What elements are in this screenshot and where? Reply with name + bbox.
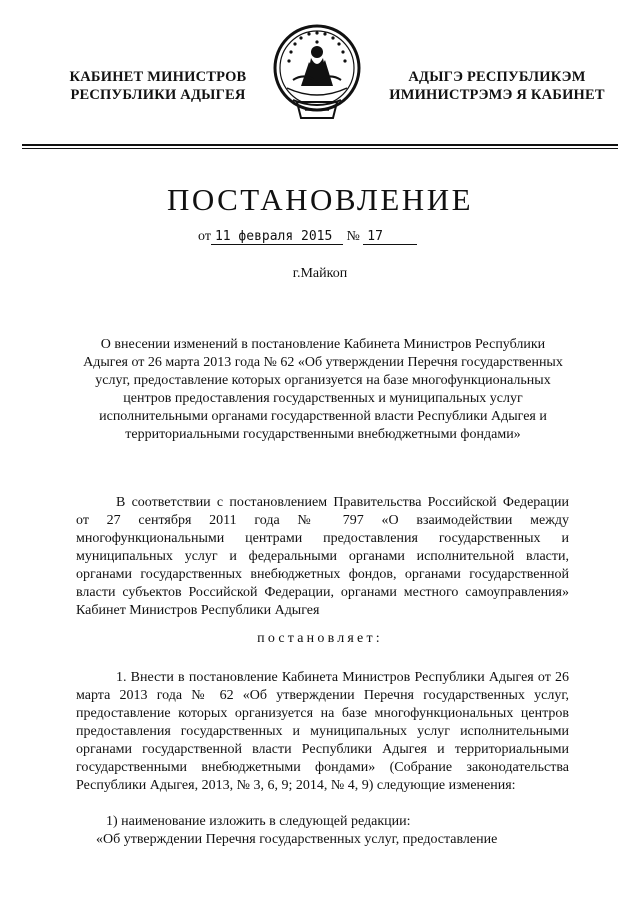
- header-divider-thick: [22, 144, 618, 146]
- header-left-line1: КАБИНЕТ МИНИСТРОВ: [69, 69, 247, 85]
- header-left: [58, 68, 258, 104]
- document-date: 11 февраля 2015: [211, 229, 343, 245]
- preamble-paragraph: В соответствии с постановлением Правительства Российской Федерации от 27 сентября 2011 года № 797 «О взаимодействии между многофункциональными центрами предоставления государственных и муниципальных услуг и федеральными органами исполнительной власти, органами государственных внебюджетных фондов, органами государственной власти субъектов Российской Федерации, органами местного самоуправления» Кабинет Министров Республики Адыгея: [76, 495, 569, 618]
- header-left-line2: РЕСПУБЛИКИ АДЫГЕЯ: [70, 87, 246, 103]
- city: г.Майкоп: [292, 266, 348, 281]
- resolves-heading: постановляет:: [257, 631, 383, 646]
- document-number: 17: [363, 229, 417, 245]
- document-subject: О внесении изменений в постановление Кабинета Министров Республики Адыгея от 26 марта 2013 года № 62 «Об утверждении Перечня государственных услуг, предоставление которых организуется на базе многофункциональных центров предоставления государственных и муниципальных услуг исполнительными органами государственной власти Республики Адыгея и территориальными государственными внебюджетными фондами»: [83, 337, 563, 442]
- number-prefix: №: [346, 229, 360, 244]
- quote-start: «Об утверждении Перечня государственных услуг, предоставление: [96, 832, 498, 847]
- subpoint-1: 1) наименование изложить в следующей редакции:: [106, 814, 411, 829]
- date-number-line: [198, 229, 417, 245]
- point-1-paragraph: 1. Внести в постановление Кабинета Министров Республики Адыгея от 26 марта 2013 года № 62 «Об утверждении Перечня государственных услуг, предоставление которых организуется на базе многофункциональных центров предоставления государственных и муниципальных услуг исполнительными органами государственной власти Республики Адыгея и территориальными государственными внебюджетными фондами» (Собрание законодательства Республики Адыгея, 2013, № 3, 6, 9; 2014, № 4, 9) следующие изменения:: [76, 670, 569, 793]
- header-right-line1: АДЫГЭ РЕСПУБЛИКЭМ: [408, 69, 586, 85]
- republic-of-adygea-coat-of-arms-icon: [271, 22, 363, 130]
- document-title: ПОСТАНОВЛЕНИЕ: [166, 182, 474, 217]
- header-divider-thin: [22, 148, 618, 149]
- header-right: [382, 68, 612, 104]
- date-prefix: от: [198, 229, 211, 244]
- header-right-line2: ИМИНИСТРЭМЭ Я КАБИНЕТ: [389, 87, 605, 103]
